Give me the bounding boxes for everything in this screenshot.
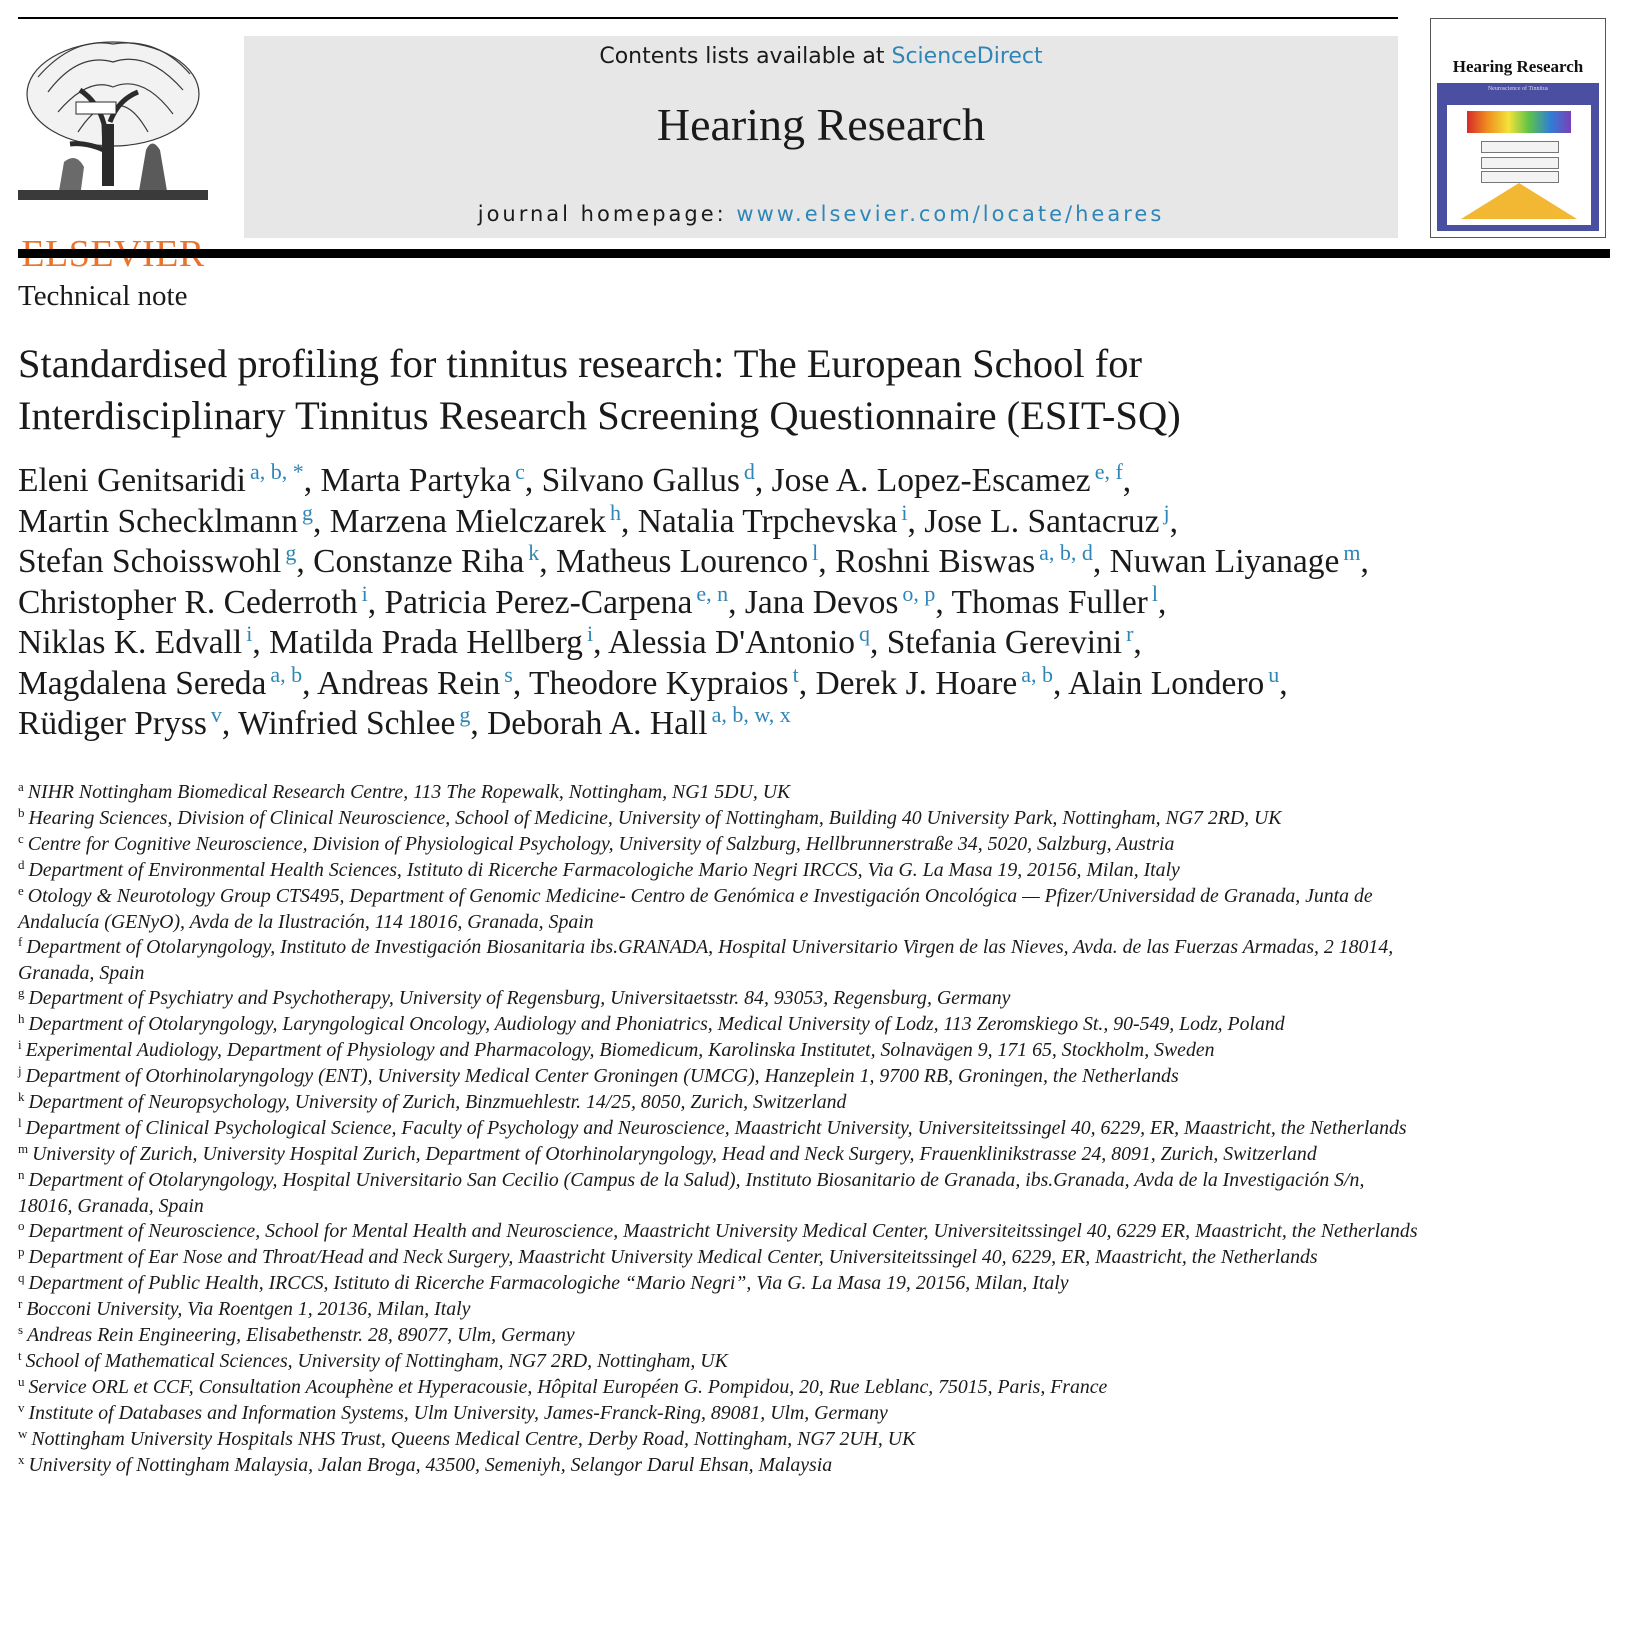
- affiliation-text: Bocconi University, Via Roentgen 1, 20136, Milan, Italy: [26, 1298, 471, 1320]
- author-name-text[interactable]: Marta Partyka: [320, 462, 512, 499]
- affiliation-text: Department of Otolaryngology, Hospital Universitario San Cecilio (Campus de la Salud), Instituto Biosanitario de Granada, ibs.Granada, Avda de la Investigación S/n, 18016, Granada, Spain: [18, 1169, 1365, 1217]
- author-name[interactable]: [313, 540, 540, 580]
- author-name[interactable]: [18, 621, 253, 661]
- author-affiliation-marker[interactable]: i: [901, 499, 908, 525]
- homepage-line: [244, 202, 1398, 226]
- affiliation-item: [18, 935, 1418, 986]
- author-name-text[interactable]: Roshni Biswas: [835, 543, 1036, 580]
- author-affiliation-marker[interactable]: g: [285, 540, 297, 565]
- author-name-text[interactable]: Niklas K. Edvall: [18, 624, 243, 661]
- author-name[interactable]: [487, 702, 791, 742]
- affiliation-label: u: [18, 1374, 25, 1389]
- author-affiliation-marker[interactable]: k: [528, 540, 540, 565]
- affiliation-label: i: [18, 1037, 22, 1052]
- affiliation-label: s: [18, 1322, 24, 1337]
- author-affiliation-marker[interactable]: l: [812, 540, 819, 565]
- author-name[interactable]: [1109, 540, 1361, 580]
- affiliation-label: g: [18, 985, 25, 1000]
- affiliation-text: Experimental Audiology, Department of Physiology and Pharmacology, Biomedicum, Karolinska Institutet, Solnavägen 9, 171 65, Stockholm, Sweden: [25, 1039, 1215, 1061]
- author-affiliation-marker[interactable]: q: [859, 621, 870, 646]
- cover-box: [1481, 171, 1559, 183]
- affiliation-item: [18, 986, 1418, 1012]
- author-affiliation-marker[interactable]: m: [1343, 540, 1361, 565]
- affiliation-text: University of Zurich, University Hospital Zurich, Department of Otorhinolaryngology, Head and Neck Surgery, Frauenklinikstrasse 24, 8091, Zurich, Switzerland: [32, 1143, 1317, 1165]
- author-name[interactable]: [815, 661, 1054, 702]
- author-affiliation-marker[interactable]: i: [586, 621, 594, 646]
- author-name-text[interactable]: Natalia Trpchevska: [637, 502, 898, 540]
- author-affiliation-marker[interactable]: a, b, *: [249, 459, 304, 484]
- publisher-logo[interactable]: [18, 32, 208, 242]
- author-name[interactable]: [607, 621, 870, 661]
- author-name-text[interactable]: Andreas Rein: [317, 664, 501, 702]
- affiliation-text: Service ORL et CCF, Consultation Acouphène et Hyperacousie, Hôpital Européen G. Pompidou, 20, Rue Leblanc, 75015, Paris, France: [28, 1376, 1108, 1398]
- author-affiliation-marker[interactable]: l: [1151, 580, 1158, 606]
- affiliation-text: Department of Otolaryngology, Instituto de Investigación Biosanitaria ibs.GRANADA, Hospital Universitario Virgen de las Nieves, Avda. de las Fuerzas Armadas, 2 18014, Granada, Spain: [18, 936, 1394, 984]
- author-name-text[interactable]: Jose L. Santacruz: [924, 502, 1160, 540]
- affiliation-label: a: [18, 779, 24, 794]
- author-name[interactable]: [637, 499, 908, 540]
- homepage-prefix: journal homepage:: [477, 202, 737, 226]
- affiliation-text: Institute of Databases and Information Systems, Ulm University, James-Franck-Ring, 89081, Ulm, Germany: [28, 1402, 888, 1424]
- affiliation-item: [18, 1219, 1418, 1245]
- article-page: [18, 0, 1610, 1640]
- cover-triangle: [1461, 183, 1577, 219]
- author-name-text[interactable]: Patricia Perez-Carpena: [384, 583, 693, 621]
- affiliation-item: [18, 1297, 1418, 1323]
- author-affiliation-marker[interactable]: c: [515, 459, 525, 484]
- author-name-text[interactable]: Eleni Genitsaridi: [18, 462, 246, 499]
- affiliation-label: x: [18, 1452, 25, 1467]
- affiliation-item: [18, 1375, 1418, 1401]
- affiliation-item: [18, 780, 1418, 806]
- affiliation-label: j: [18, 1063, 22, 1078]
- affiliation-label: o: [18, 1218, 25, 1233]
- author-name[interactable]: [556, 540, 819, 580]
- affiliation-label: p: [18, 1244, 25, 1259]
- affiliation-label: n: [18, 1167, 25, 1182]
- tree-logo-icon: [18, 32, 208, 202]
- affiliation-label: l: [18, 1115, 22, 1130]
- affiliation-text: Centre for Cognitive Neuroscience, Division of Physiological Psychology, University of Salzburg, Hellbrunnerstraße 34, 5020, Salzburg, Austria: [27, 833, 1175, 855]
- author-name-text[interactable]: Deborah A. Hall: [487, 705, 708, 742]
- affiliation-item: [18, 884, 1418, 935]
- affiliation-text: Department of Ear Nose and Throat/Head and Neck Surgery, Maastricht University Medical Center, Universiteitssingel 40, 6229, ER, Maastricht, the Netherlands: [28, 1246, 1318, 1268]
- affiliation-item: [18, 1012, 1418, 1038]
- affiliation-item: [18, 1453, 1418, 1479]
- cover-rainbow: [1467, 111, 1571, 133]
- author-affiliation-marker[interactable]: e, n: [696, 580, 729, 606]
- author-name[interactable]: [744, 580, 936, 621]
- author-affiliation-marker[interactable]: a, b, d: [1039, 540, 1093, 565]
- affiliation-label: w: [18, 1426, 28, 1441]
- author-name-text[interactable]: Thomas Fuller: [951, 583, 1148, 621]
- affiliation-text: Department of Public Health, IRCCS, Istituto di Ricerche Farmacologiche “Mario Negri”, Via G. La Masa 19, 20156, Milan, Italy: [28, 1272, 1069, 1294]
- affiliation-label: e: [18, 883, 24, 898]
- affiliation-label: c: [18, 831, 24, 846]
- author-affiliation-marker[interactable]: h: [609, 499, 621, 525]
- affiliation-label: m: [18, 1141, 29, 1156]
- author-affiliation-marker[interactable]: a, b: [270, 661, 303, 687]
- affiliation-label: q: [18, 1270, 25, 1285]
- author-name-text[interactable]: Nuwan Liyanage: [1109, 543, 1340, 580]
- author-name-text[interactable]: Alain Londero: [1067, 664, 1265, 702]
- author-name-text[interactable]: Magdalena Sereda: [18, 664, 267, 702]
- cover-diagram: [1447, 105, 1591, 225]
- journal-banner: [244, 36, 1398, 238]
- article-type-label: Technical note: [18, 280, 188, 312]
- author-name-text[interactable]: Derek J. Hoare: [815, 664, 1018, 702]
- author-name[interactable]: [18, 540, 297, 580]
- author-name-text[interactable]: Theodore Kypraios: [529, 664, 789, 702]
- author-name[interactable]: [18, 580, 368, 621]
- author-affiliation-marker[interactable]: g: [302, 499, 314, 525]
- author-name[interactable]: [269, 621, 594, 661]
- author-name-text[interactable]: Stefan Schoisswohl: [18, 543, 282, 580]
- author-affiliation-marker[interactable]: u: [1268, 661, 1280, 687]
- cover-band: [1437, 83, 1599, 231]
- affiliation-item: [18, 1116, 1418, 1142]
- author-affiliation-marker[interactable]: i: [361, 580, 368, 606]
- author-name[interactable]: [18, 661, 303, 702]
- author-affiliation-marker[interactable]: s: [504, 661, 513, 687]
- author-name[interactable]: [1067, 661, 1280, 702]
- author-affiliation-marker[interactable]: a, b, w, x: [711, 702, 791, 727]
- affiliation-label: h: [18, 1011, 25, 1026]
- affiliation-item: [18, 1090, 1418, 1116]
- affiliation-item: [18, 1064, 1418, 1090]
- affiliation-text: Department of Neuroscience, School for Mental Health and Neuroscience, Maastricht University Medical Center, Universiteitssingel 40, 6229 ER, Maastricht, the Netherlands: [28, 1220, 1418, 1242]
- affiliation-text: Otology & Neurotology Group CTS495, Department of Genomic Medicine- Centro de Genómica e Investigación Oncológica — Pfizer/Universidad de Granada, Junta de Andalucía (GENyO), Avda de la Ilustración, 114 18016, Granada, Spain: [18, 885, 1373, 933]
- affiliation-text: University of Nottingham Malaysia, Jalan Broga, 43500, Semeniyh, Selangor Darul Ehsan, Malaysia: [28, 1454, 833, 1476]
- affiliation-text: Department of Clinical Psychological Science, Faculty of Psychology and Neuroscience, Maastricht University, Universiteitssingel 40, 6229, ER, Maastricht, the Netherlands: [25, 1117, 1407, 1139]
- contents-prefix: Contents lists available at: [599, 44, 892, 69]
- homepage-url-link[interactable]: www.elsevier.com/locate/heares: [736, 202, 1165, 226]
- article-title: Standardised profiling for tinnitus research: The European School for Interdisciplinary Tinnitus Research Screening Questionnaire (ESIT-SQ): [18, 341, 1181, 438]
- affiliation-text: Department of Otolaryngology, Laryngological Oncology, Audiology and Phoniatrics, Medical University of Lodz, 113 Zeromskiego St., 90-549, Lodz, Poland: [28, 1013, 1285, 1035]
- sciencedirect-link[interactable]: ScienceDirect: [891, 44, 1043, 69]
- affiliation-text: Department of Environmental Health Sciences, Istituto di Ricerche Farmacologiche Mario Negri IRCCS, Via G. La Masa 19, 20156, Milan, Italy: [28, 859, 1180, 881]
- author-affiliation-marker[interactable]: j: [1163, 499, 1170, 525]
- author-name[interactable]: [317, 661, 513, 702]
- author-name-text[interactable]: Martin Schecklmann: [18, 502, 299, 540]
- affiliation-item: [18, 832, 1418, 858]
- affiliation-item: [18, 1168, 1418, 1219]
- affiliation-item: [18, 1245, 1418, 1271]
- author-name-text[interactable]: Matheus Lourenco: [556, 543, 809, 580]
- author-name-text[interactable]: Matilda Prada Hellberg: [269, 624, 583, 661]
- author-name-text[interactable]: Winfried Schlee: [238, 705, 456, 742]
- affiliation-label: d: [18, 857, 25, 872]
- header-bottom-rule: [18, 249, 1610, 258]
- affiliation-item: [18, 806, 1418, 832]
- author-name-text[interactable]: Marzena Mielczarek: [329, 502, 606, 540]
- affiliation-label: k: [18, 1089, 25, 1104]
- journal-name[interactable]: Hearing Research: [656, 99, 986, 150]
- affiliation-item: [18, 1401, 1418, 1427]
- journal-cover-thumbnail[interactable]: [1430, 18, 1606, 238]
- author-affiliation-marker[interactable]: a, b: [1021, 661, 1054, 687]
- author-name-text[interactable]: Constanze Riha: [313, 543, 525, 580]
- cover-title: Hearing Research: [1452, 57, 1584, 76]
- author-name[interactable]: [529, 661, 799, 702]
- author-name[interactable]: [384, 580, 729, 621]
- author-name-text[interactable]: Silvano Gallus: [541, 462, 740, 499]
- author-name-text[interactable]: Jose A. Lopez-Escamez: [771, 462, 1091, 499]
- affiliation-label: r: [18, 1296, 23, 1311]
- affiliation-text: Nottingham University Hospitals NHS Trust, Queens Medical Centre, Derby Road, Nottingham, NG7 2UH, UK: [31, 1428, 916, 1450]
- cover-subtitle: Neuroscience of Tinnitus: [1487, 86, 1549, 92]
- affiliation-item: [18, 1427, 1418, 1453]
- author-name[interactable]: [18, 459, 304, 499]
- author-name[interactable]: [771, 459, 1123, 499]
- author-name-text[interactable]: Stefania Gerevini: [886, 624, 1123, 661]
- author-name[interactable]: [541, 459, 755, 499]
- author-name[interactable]: [886, 621, 1134, 661]
- author-name-text[interactable]: Jana Devos: [744, 583, 899, 621]
- author-name[interactable]: [320, 459, 525, 499]
- affiliation-label: t: [18, 1348, 22, 1363]
- author-name[interactable]: [18, 499, 314, 540]
- affiliation-item: [18, 1038, 1418, 1064]
- author-name[interactable]: [329, 499, 621, 540]
- author-name[interactable]: [238, 702, 471, 742]
- affiliation-list: [18, 780, 1418, 1479]
- affiliation-text: Hearing Sciences, Division of Clinical Neuroscience, School of Medicine, University of Nottingham, Building 40 University Park, Nottingham, NG7 2RD, UK: [28, 807, 1282, 829]
- author-affiliation-marker[interactable]: e, f: [1094, 459, 1123, 484]
- affiliation-text: Department of Neuropsychology, University of Zurich, Binzmuehlestr. 14/25, 8050, Zurich, Switzerland: [28, 1091, 847, 1113]
- affiliation-item: [18, 1271, 1418, 1297]
- affiliation-text: Department of Otorhinolaryngology (ENT), University Medical Center Groningen (UMCG), Hanzeplein 1, 9700 RB, Groningen, the Netherlands: [25, 1065, 1179, 1087]
- author-affiliation-marker[interactable]: i: [246, 621, 253, 646]
- author-affiliation-marker[interactable]: r: [1126, 621, 1134, 646]
- affiliation-label: b: [18, 805, 25, 820]
- affiliation-text: Department of Psychiatry and Psychotherapy, University of Regensburg, Universitaetsstr. 84, 93053, Regensburg, Germany: [28, 987, 1011, 1009]
- author-name[interactable]: [835, 540, 1093, 580]
- cover-box: [1481, 157, 1559, 169]
- affiliation-text: School of Mathematical Sciences, University of Nottingham, NG7 2RD, Nottingham, UK: [25, 1350, 728, 1372]
- affiliation-label: f: [18, 934, 23, 949]
- affiliation-item: [18, 1323, 1418, 1349]
- affiliation-item: [18, 1142, 1418, 1168]
- author-list: Eleni Genitsaridi $^{a, b, *}$, Marta Partyka $^c$, Silvano Gallus $^d$, Jose A. Lopez-Escamez $^{e, f}$, Martin Schecklmann $^g$, Marzena Mielczarek $^h$, Natalia Trpchevska $^i$, Jose L. Santacruz $^j$, Stefan Schoisswohl $^g$, Constanze Riha $^k$, Matheus Lourenco $^l$, Roshni Biswas $^{a, b, d}$, Nuwan Liyanage $^m$, Christopher R. Cederroth $^i$, Patricia Perez-Carpena $^{e, n}$, Jana Devos $^{o, p}$, Thomas Fuller $^l$, Niklas K. Edvall $^i$, Matilda Prada Hellberg $^i$, Alessia D'Antonio $^q$, Stefania Gerevini $^r$, Magdalena Sereda $^{a, b}$, Andreas Rein $^s$, Theodore Kypraios $^t$, Derek J. Hoare $^{a, b}$, Alain Londero $^u$, Rüdiger Pryss $^v$, Winfried Schlee $^g$, Deborah A. Hall $^{a, b, w, x}$: [18, 459, 1369, 742]
- author-name[interactable]: [18, 702, 222, 742]
- contents-line: [244, 44, 1398, 69]
- affiliation-item: [18, 858, 1418, 884]
- affiliation-item: [18, 1349, 1418, 1375]
- author-affiliation-marker[interactable]: t: [792, 661, 799, 687]
- author-affiliation-marker[interactable]: o, p: [902, 580, 936, 606]
- author-name-text[interactable]: Rüdiger Pryss: [18, 705, 207, 742]
- affiliation-text: Andreas Rein Engineering, Elisabethenstr. 28, 89077, Ulm, Germany: [27, 1324, 575, 1346]
- author-affiliation-marker[interactable]: v: [210, 702, 222, 727]
- affiliation-label: v: [18, 1400, 25, 1415]
- author-name-text[interactable]: Alessia D'Antonio: [607, 624, 855, 661]
- top-rule: [18, 17, 1398, 19]
- affiliation-text: NIHR Nottingham Biomedical Research Centre, 113 The Ropewalk, Nottingham, NG1 5DU, UK: [27, 781, 791, 803]
- author-name[interactable]: [951, 580, 1158, 621]
- author-affiliation-marker[interactable]: g: [459, 702, 471, 727]
- author-name-text[interactable]: Christopher R. Cederroth: [18, 583, 358, 621]
- author-name[interactable]: [924, 499, 1170, 540]
- cover-box: [1481, 141, 1559, 153]
- author-affiliation-marker[interactable]: d: [743, 459, 755, 484]
